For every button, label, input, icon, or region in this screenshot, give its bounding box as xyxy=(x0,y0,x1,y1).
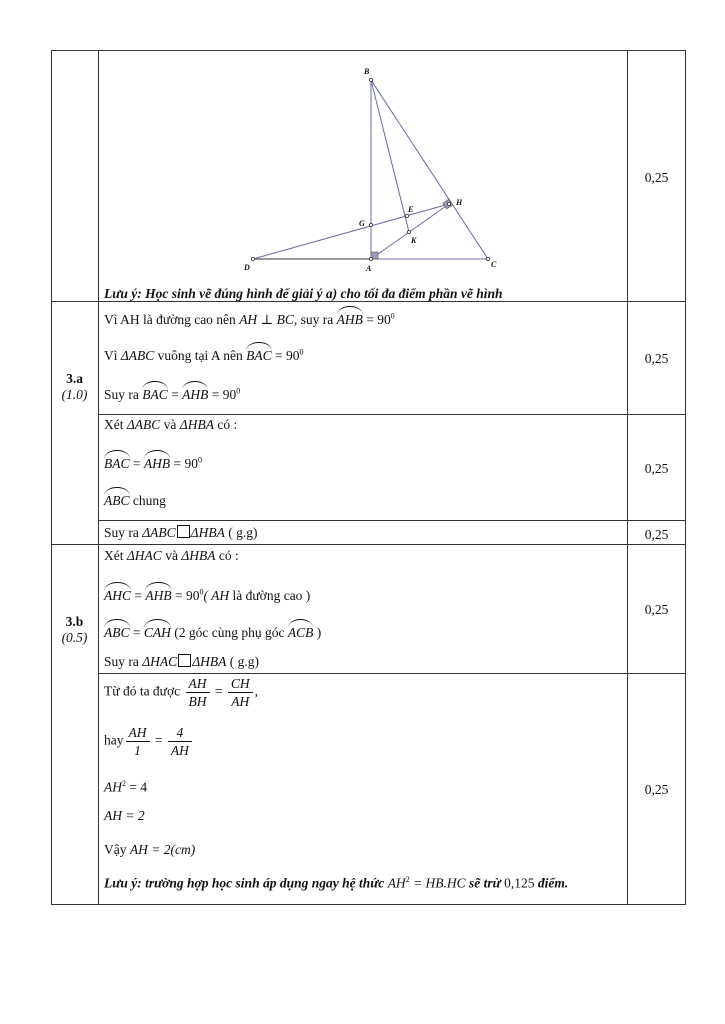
3b-line-6: hay $\frac{AH}{1}$ = $\frac{4}{AH}$ xyxy=(104,724,194,759)
text: Suy ra xyxy=(104,387,139,402)
text: Từ đó ta được xyxy=(104,683,181,699)
angle-BAC: BAC xyxy=(104,453,130,472)
3b-line-3: ABC = CAH (2 góc cùng phụ góc ACB ) xyxy=(104,622,321,641)
triangle-HBA: ΔHBA xyxy=(190,525,225,540)
degree: 0 xyxy=(236,386,241,396)
text: Suy ra xyxy=(104,525,139,540)
text: và xyxy=(165,548,178,563)
numerator: 4 xyxy=(168,724,192,742)
text: , suy ra xyxy=(293,312,334,327)
angle-BAC: BAC xyxy=(142,384,168,403)
degree: 0 xyxy=(199,587,204,597)
degree: 0 xyxy=(299,347,304,357)
fraction-AH-1 xyxy=(126,724,150,759)
angle-ABC: ABC xyxy=(104,622,130,641)
point-C xyxy=(486,257,489,260)
numerator: AH xyxy=(126,724,150,742)
segment-DH xyxy=(253,204,449,259)
angle-ACB: ACB xyxy=(288,622,314,641)
segment-BK xyxy=(371,80,409,232)
part-3b-number: 3.b xyxy=(65,614,84,629)
fraction-AH-BH xyxy=(186,675,210,710)
text: Vì AH là đường cao nên xyxy=(104,312,236,327)
text: ( AH xyxy=(203,588,230,603)
text: = 90 xyxy=(275,348,300,363)
text: hay xyxy=(104,732,124,748)
part-3b-points: (0.5) xyxy=(61,630,88,645)
part-3a-label xyxy=(51,371,98,403)
label-D: D xyxy=(244,263,250,272)
label-K: K xyxy=(411,236,417,245)
similar-symbol xyxy=(177,525,190,538)
text: Vì xyxy=(104,348,118,363)
label-H: H xyxy=(456,198,463,207)
3b-line-9 xyxy=(104,842,195,858)
part-3a-points: (1.0) xyxy=(61,387,88,402)
math-AH: AH xyxy=(104,779,122,795)
row-divider-3a-1 xyxy=(98,414,685,415)
point-D xyxy=(251,257,254,260)
col-divider-1 xyxy=(98,50,99,905)
exponent: 2 xyxy=(405,875,410,884)
3b-line-4 xyxy=(104,654,259,670)
text: có : xyxy=(218,548,239,563)
angle-AHB: AHB xyxy=(145,585,171,604)
3b-score-1: 0,25 xyxy=(644,602,669,617)
triangle-ABC: ΔABC xyxy=(120,348,155,363)
3b-note xyxy=(104,875,568,892)
3a-line-3: Suy ra BAC = AHB = $90^0$ xyxy=(104,384,240,403)
table-border-right xyxy=(685,50,686,905)
note-text: điểm. xyxy=(537,875,569,891)
3a-score-3: 0,25 xyxy=(644,527,669,542)
denominator: AH xyxy=(170,743,189,758)
degree: 0 xyxy=(390,311,395,321)
similar-symbol xyxy=(178,654,191,667)
triangle-HBA: ΔHBA xyxy=(192,654,227,669)
geometry-figure xyxy=(230,62,520,284)
point-K xyxy=(407,230,410,233)
label-C: C xyxy=(491,260,497,269)
numerator: CH xyxy=(228,675,253,693)
note-text: Lưu ý: trường hợp học sinh áp dụng ngay hệ thức xyxy=(104,875,385,891)
3a-line-7 xyxy=(104,525,257,541)
point-G xyxy=(369,223,372,226)
row-divider-3b xyxy=(51,544,685,545)
text: = 90 xyxy=(366,312,391,327)
text: (2 góc cùng phụ góc xyxy=(174,625,285,640)
text: = 90 xyxy=(173,456,198,471)
part-3b-label xyxy=(51,614,98,646)
note-text: sẽ trừ xyxy=(469,875,501,891)
point-B xyxy=(369,78,372,81)
text: ) xyxy=(316,625,322,640)
angle-CAH: CAH xyxy=(144,622,171,641)
table-border-top xyxy=(51,50,685,51)
denominator: AH xyxy=(231,694,250,709)
triangle-ABC: ΔABC xyxy=(126,417,161,432)
denominator: 1 xyxy=(134,743,141,758)
3a-score-1: 0,25 xyxy=(644,351,669,366)
text: có : xyxy=(217,417,238,432)
3a-line-1 xyxy=(104,309,395,328)
text: là đường cao ) xyxy=(232,588,311,603)
angle-AHB: AHB xyxy=(337,309,363,328)
3b-line-8: AH = 2 xyxy=(104,808,145,823)
angle-BAC: BAC xyxy=(246,345,272,364)
label-G: G xyxy=(359,219,365,228)
text: ( g.g) xyxy=(228,525,258,540)
text: , xyxy=(254,683,259,699)
3b-line-2: AHC = AHB = $90^0$( AH là đường cao ) xyxy=(104,585,310,604)
triangle-HAC: ΔHAC xyxy=(126,548,162,563)
math-AH: AH xyxy=(387,875,406,891)
figure-note: Lưu ý: Học sinh vẽ đúng hình để giải ý a) cho tối đa điểm phần vẽ hình xyxy=(104,286,503,301)
3b-line-1 xyxy=(104,548,239,564)
segment-BC xyxy=(371,80,488,259)
3b-score-2: 0,25 xyxy=(644,782,669,797)
text: Vậy xyxy=(104,842,127,857)
3a-line-4 xyxy=(104,417,237,433)
result: AH = 2(cm) xyxy=(129,842,196,857)
table-border-bottom xyxy=(51,904,685,905)
triangle-ABC: ΔABC xyxy=(142,525,176,540)
row-divider-3a-2 xyxy=(98,520,685,521)
angle-AHB: AHB xyxy=(182,384,208,403)
text: ( g.g) xyxy=(229,654,259,669)
text: vuông tại A nên xyxy=(157,348,243,363)
angle-AHB: AHB xyxy=(144,453,170,472)
label-E: E xyxy=(408,205,414,214)
denominator: BH xyxy=(188,694,207,709)
text: Xét xyxy=(104,417,124,432)
text: = 90 xyxy=(211,387,237,402)
point-A xyxy=(369,257,372,260)
3b-line-5: Từ đó ta được $\frac{AH}{BH}$ = $\frac{CH}{AH}$ , xyxy=(104,676,259,709)
3a-line-5: BAC = AHB = $90^0$ xyxy=(104,453,202,472)
3a-score-2: 0,25 xyxy=(644,461,669,476)
degree: 0 xyxy=(198,455,202,465)
row-divider-3b-1 xyxy=(98,673,685,674)
triangle-HBA: ΔHBA xyxy=(181,548,216,563)
numerator: AH xyxy=(186,675,210,693)
point-E xyxy=(405,214,408,217)
note-value: 0,125 xyxy=(504,875,535,891)
3a-line-6 xyxy=(104,490,166,509)
angle-ABC: ABC xyxy=(104,490,130,509)
math-formula: = HB.HC xyxy=(413,875,466,891)
text: = 4 xyxy=(129,779,148,795)
text: Suy ra xyxy=(104,654,139,669)
triangle-HAC: ΔHAC xyxy=(142,654,178,669)
3a-line-2 xyxy=(104,345,304,364)
3b-line-7 xyxy=(104,779,147,796)
part-3a-number: 3.a xyxy=(66,371,83,386)
text: Xét xyxy=(104,548,124,563)
figure-score: 0,25 xyxy=(644,170,669,185)
text: và xyxy=(163,417,177,432)
text: chung xyxy=(132,493,166,508)
angle-AHC: AHC xyxy=(104,585,131,604)
label-B: B xyxy=(364,67,370,76)
math-perp: AH ⊥ BC xyxy=(239,312,294,327)
point-H xyxy=(447,202,450,205)
table-border-left xyxy=(51,50,52,905)
triangle-HBA: ΔHBA xyxy=(179,417,214,432)
label-A: A xyxy=(366,264,372,273)
fraction-4-AH xyxy=(168,724,192,759)
text: = 90 xyxy=(175,588,200,603)
exponent: 2 xyxy=(122,779,126,788)
fraction-CH-AH xyxy=(228,675,253,710)
